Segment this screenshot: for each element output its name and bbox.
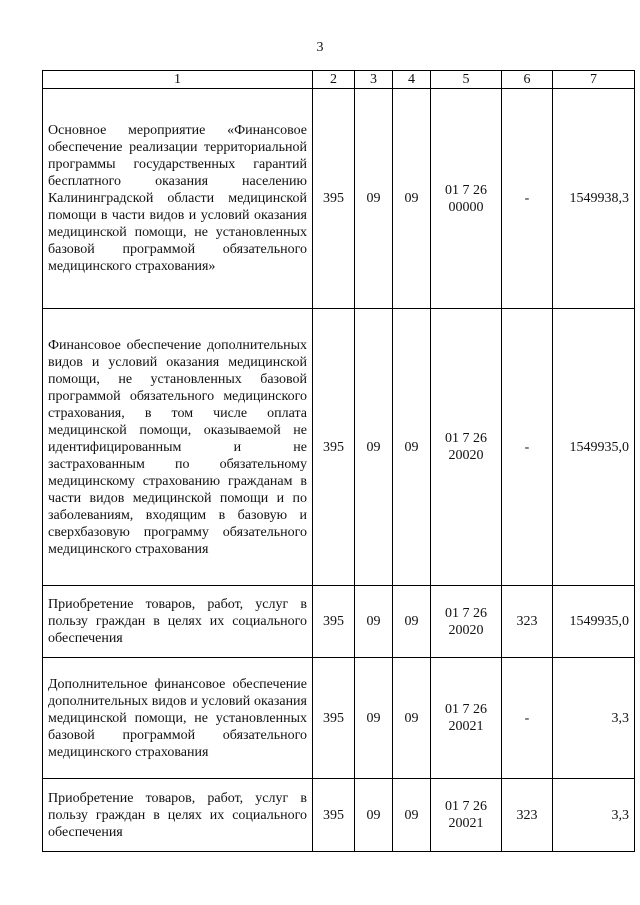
row-target-article: 01 7 26 20021 — [431, 779, 502, 852]
page-number: 3 — [316, 40, 324, 55]
row-target-article: 01 7 26 20021 — [431, 658, 502, 779]
row-expense-type: - — [502, 309, 553, 586]
row-target-article: 01 7 26 20020 — [431, 309, 502, 586]
column-header-5: 5 — [431, 71, 502, 89]
row-sum: 1549935,0 — [553, 309, 635, 586]
row-expense-type: - — [502, 658, 553, 779]
row-grbs: 395 — [313, 779, 355, 852]
header-row — [43, 71, 635, 89]
row-section: 09 — [355, 586, 393, 658]
row-name: Приобретение товаров, работ, услуг в пользу граждан в целях их социального обеспечения — [43, 586, 313, 658]
row-section: 09 — [355, 658, 393, 779]
table-row — [43, 586, 635, 658]
row-subsection: 09 — [393, 89, 431, 309]
column-header-3: 3 — [355, 71, 393, 89]
row-grbs: 395 — [313, 658, 355, 779]
row-subsection: 09 — [393, 658, 431, 779]
row-section: 09 — [355, 89, 393, 309]
row-grbs: 395 — [313, 309, 355, 586]
row-sum: 3,3 — [553, 658, 635, 779]
table-row — [43, 309, 635, 586]
table-row — [43, 658, 635, 779]
table-row — [43, 779, 635, 852]
row-target-article: 01 7 26 00000 — [431, 89, 502, 309]
row-sum: 1549935,0 — [553, 586, 635, 658]
row-sum: 3,3 — [553, 779, 635, 852]
row-grbs: 395 — [313, 586, 355, 658]
column-header-1: 1 — [43, 71, 313, 89]
row-subsection: 09 — [393, 309, 431, 586]
row-name: Дополнительное финансовое обеспечение дополнительных видов и условий оказания медицинской помощи, не установленных базовой программой обязательного медицинского страхования — [43, 658, 313, 779]
row-subsection: 09 — [393, 586, 431, 658]
table-row — [43, 89, 635, 309]
row-name: Приобретение товаров, работ, услуг в пользу граждан в целях их социального обеспечения — [43, 779, 313, 852]
row-expense-type: - — [502, 89, 553, 309]
column-header-7: 7 — [553, 71, 635, 89]
row-expense-type: 323 — [502, 586, 553, 658]
row-target-article: 01 7 26 20020 — [431, 586, 502, 658]
row-name: Финансовое обеспечение дополнительных видов и условий оказания медицинской помощи, не установленных базовой программой обязательного медицинского страхования, в том числе оплата медицинской помощи, оказываемой не идентифицированным и не застрахованным по обязательному медицинскому страхованию гражданам в части видов медицинской помощи и по заболеваниям, входящим в базовую и сверхбазовую программу обязательного медицинского страхования — [43, 309, 313, 586]
row-sum: 1549938,3 — [553, 89, 635, 309]
row-grbs: 395 — [313, 89, 355, 309]
row-name: Основное мероприятие «Финансовое обеспечение реализации территориальной программы государственных гарантий бесплатного оказания населению Калининградской области медицинской помощи в части видов и условий оказания медицинской помощи, не установленных базовой программой обязательного медицинского страхования» — [43, 89, 313, 309]
budget-table — [42, 70, 635, 852]
row-section: 09 — [355, 779, 393, 852]
row-expense-type: 323 — [502, 779, 553, 852]
column-header-2: 2 — [313, 71, 355, 89]
row-section: 09 — [355, 309, 393, 586]
column-header-4: 4 — [393, 71, 431, 89]
row-subsection: 09 — [393, 779, 431, 852]
column-header-6: 6 — [502, 71, 553, 89]
